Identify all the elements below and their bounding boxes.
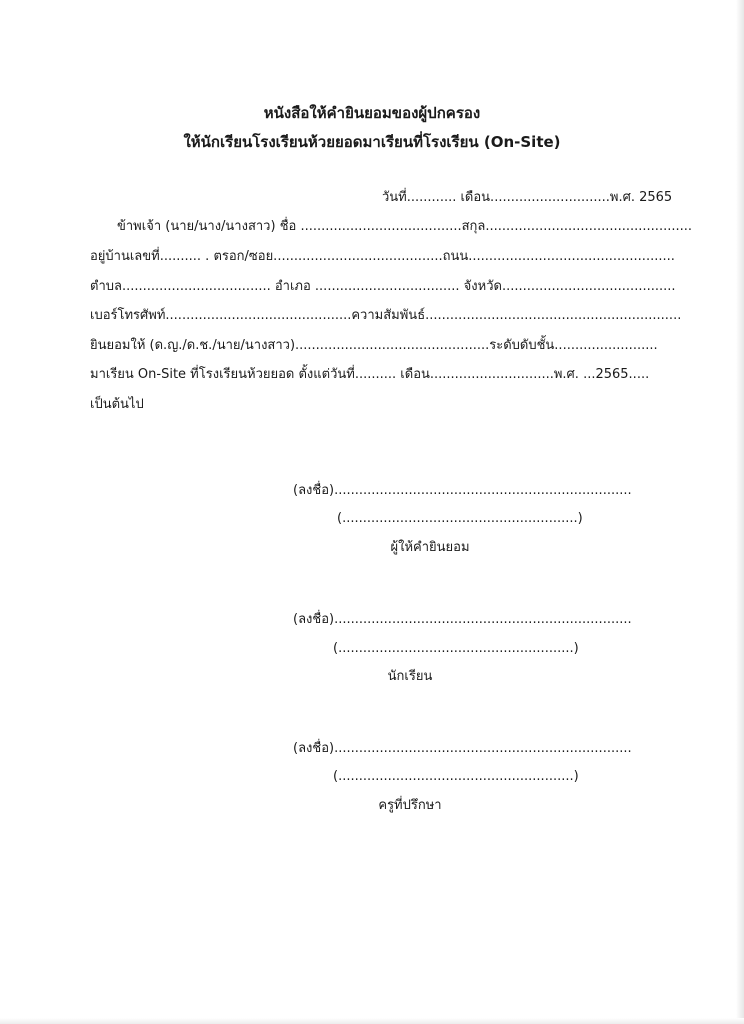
printed-name-line-student: (.........................................................) [333, 641, 579, 656]
district-line: ตำบล.................................... อำเภอ ................................... จังหวัด.......................................... [90, 279, 676, 294]
form-title-line-1: หนังสือให้คำยินยอมของผู้ปกครอง [263, 104, 481, 122]
form-title-line-2: ให้นักเรียนโรงเรียนห้วยยอดมาเรียนที่โรงเรียน (On-Site) [183, 133, 561, 151]
signer-role-parent: ผู้ให้คำยินยอม [390, 540, 470, 555]
signer-role-advisor: ครูที่ปรึกษา [378, 798, 442, 813]
signature-line-advisor: (ลงชื่อ)........................................................................ [293, 741, 632, 756]
printed-name-line-advisor: (.........................................................) [333, 769, 579, 784]
signer-role-student: นักเรียน [387, 669, 433, 684]
onsite-start-line: มาเรียน On-Site ที่โรงเรียนห้วยยอด ตั้งแต่วันที่.......... เดือน..............................พ.ศ. ...2565..... [90, 367, 650, 382]
page-edge-shadow-right [736, 0, 744, 1024]
date-line: วันที่............ เดือน.............................พ.ศ. 2565 [382, 190, 673, 205]
parent-name-line: ข้าพเจ้า (นาย/นาง/นางสาว) ชื่อ .......................................สกุล.................................................. [117, 219, 693, 234]
printed-name-line-parent: (.........................................................) [337, 511, 583, 526]
page-edge-shadow-bottom [0, 1018, 744, 1024]
onward-line: เป็นต้นไป [90, 397, 144, 412]
address-line: อยู่บ้านเลขที่.......... . ตรอก/ซอย.........................................ถนน.................................................. [90, 249, 675, 264]
signature-line-parent: (ลงชื่อ)........................................................................ [293, 483, 632, 498]
signature-line-student: (ลงชื่อ)........................................................................ [293, 612, 632, 627]
student-consent-line: ยินยอมให้ (ด.ญ./ด.ช./นาย/นางสาว)...............................................ระดับดับชั้น......................... [90, 338, 658, 353]
phone-relationship-line: เบอร์โทรศัพท์.............................................ความสัมพันธ์.............................................................. [90, 308, 682, 323]
